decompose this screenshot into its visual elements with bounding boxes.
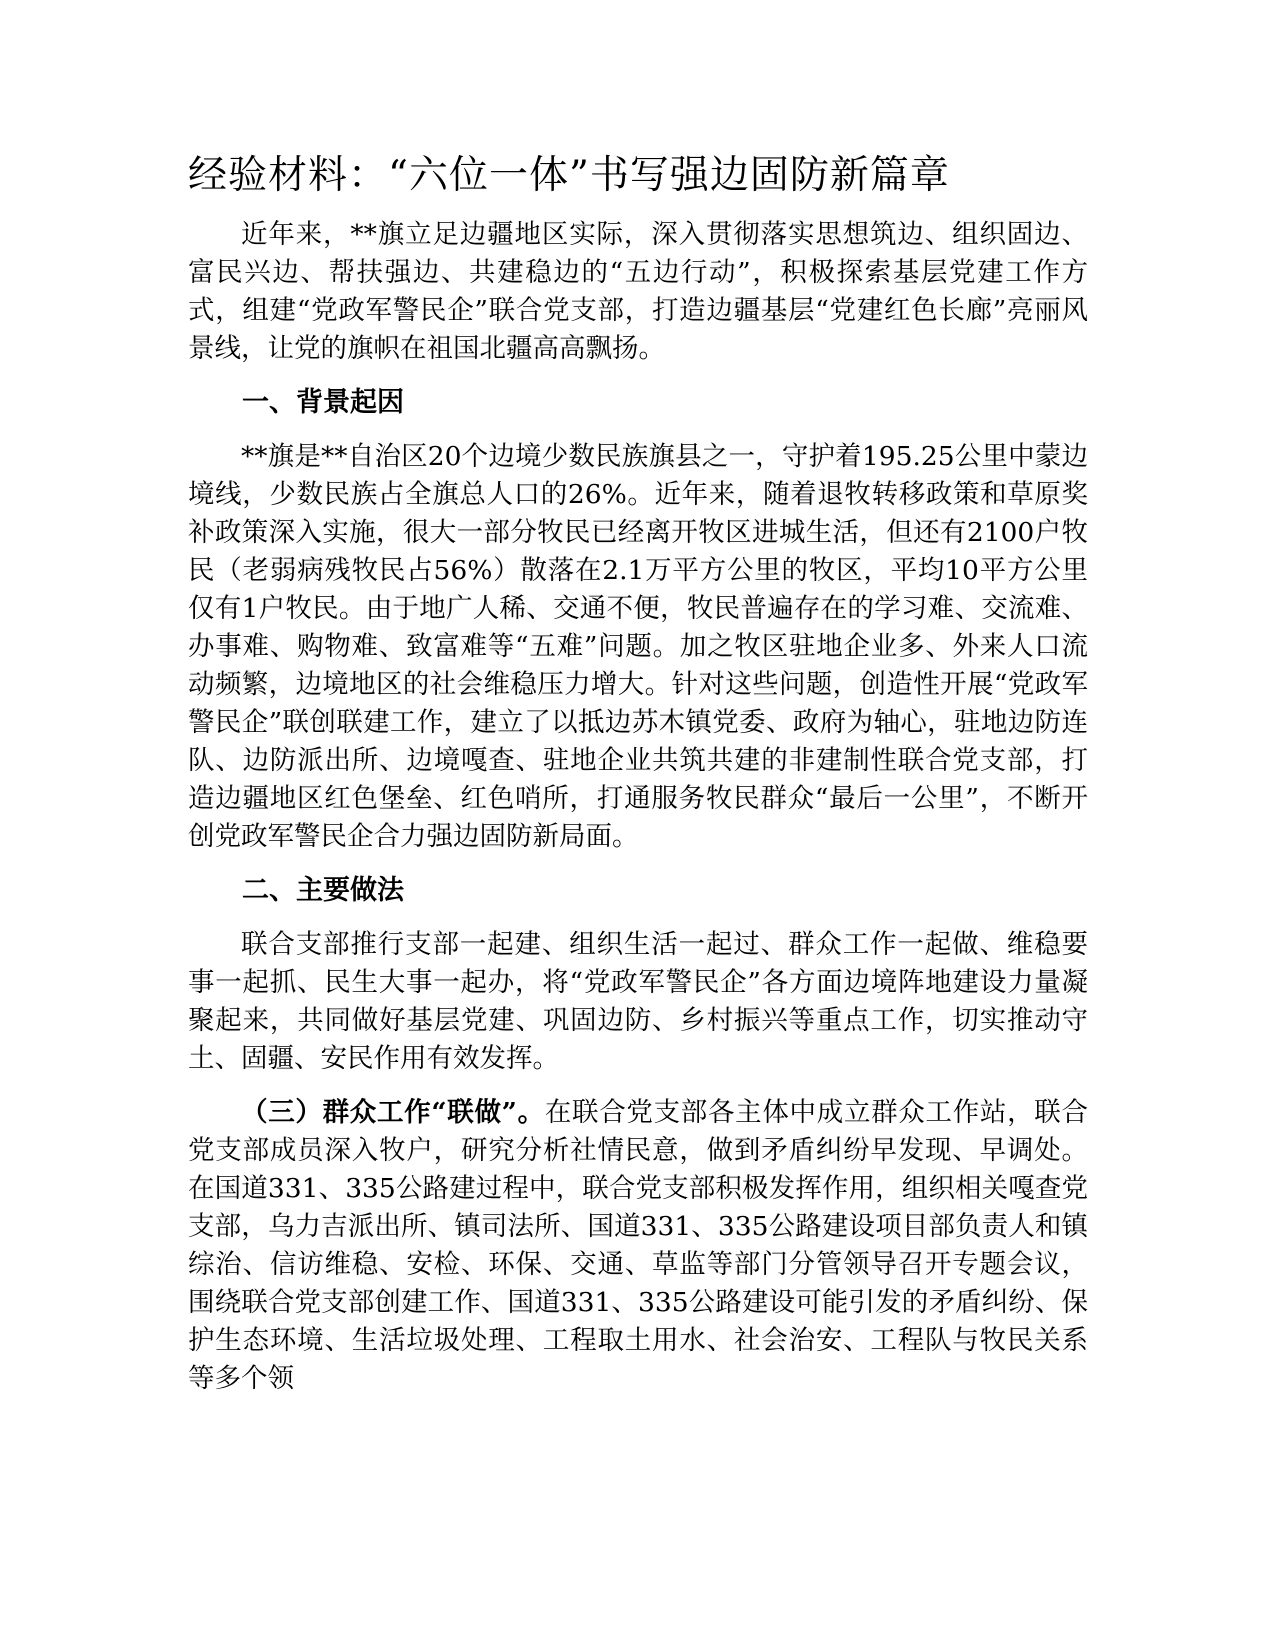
intro-paragraph: 近年来，**旗立足边疆地区实际，深入贯彻落实思想筑边、组织固边、富民兴边、帮扶强边、共建稳边的“五边行动”，积极探索基层党建工作方式，组建“党政军警民企”联合党支部，打造边疆基层“党建红色长廊”亮丽风景线，让党的旗帜在祖国北疆高高飘扬。	[188, 219, 1088, 364]
mass-work-lead: （三）群众工作“联做”。	[241, 1097, 545, 1128]
main-practices-paragraph: 联合支部推行支部一起建、组织生活一起过、群众工作一起做、维稳要事一起抓、民生大事一起办，将“党政军警民企”各方面边境阵地建设力量凝聚起来，共同做好基层党建、巩固边防、乡村振兴等重点工作，切实推动守土、固疆、安民作用有效发挥。	[188, 929, 1088, 1074]
document-page	[188, 150, 1088, 1398]
spacer	[188, 422, 1088, 438]
background-paragraph: **旗是**自治区20个边境少数民族旗县之一，守护着195.25公里中蒙边境线，少数民族占全旗总人口的26%。近年来，随着退牧转移政策和草原奖补政策深入实施，很大一部分牧民已经离开牧区进城生活，但还有2100户牧民（老弱病残牧民占56%）散落在2.1万平方公里的牧区，平均10平方公里仅有1户牧民。由于地广人稀、交通不便，牧民普遍存在的学习难、交流难、办事难、购物难、致富难等“五难”问题。加之牧区驻地企业多、外来人口流动频繁，边境地区的社会维稳压力增大。针对这些问题，创造性开展“党政军警民企”联创联建工作，建立了以抵边苏木镇党委、政府为轴心，驻地边防连队、边防派出所、边境嘎查、驻地企业共筑共建的非建制性联合党支部，打造边疆地区红色堡垒、红色哨所，打通服务牧民群众“最后一公里”，不断开创党政军警民企合力强边固防新局面。	[188, 441, 1088, 852]
spacer	[188, 856, 1088, 872]
section-heading-background: 一、背景起因	[242, 387, 404, 418]
mass-work-paragraph	[188, 1094, 1088, 1398]
mass-work-body: 在联合党支部各主体中成立群众工作站，联合党支部成员深入牧户，研究分析社情民意，做到矛盾纠纷早发现、早调处。在国道331、335公路建过程中，联合党支部积极发挥作用，组织相关嘎查党支部，乌力吉派出所、镇司法所、国道331、335公路建设项目部负责人和镇综治、信访维稳、安检、环保、交通、草监等部门分管领导召开专题会议，围绕联合党支部创建工作、国道331、335公路建设可能引发的矛盾纠纷、保护生态环境、生活垃圾处理、工程取土用水、社会治安、工程队与牧民关系等多个领	[188, 1097, 1088, 1394]
document-title: 经验材料：“六位一体”书写强边固防新篇章	[188, 153, 950, 198]
spacer	[188, 910, 1088, 926]
spacer	[188, 368, 1088, 384]
spacer	[188, 1078, 1088, 1094]
section-heading-main-practices: 二、主要做法	[242, 875, 404, 906]
